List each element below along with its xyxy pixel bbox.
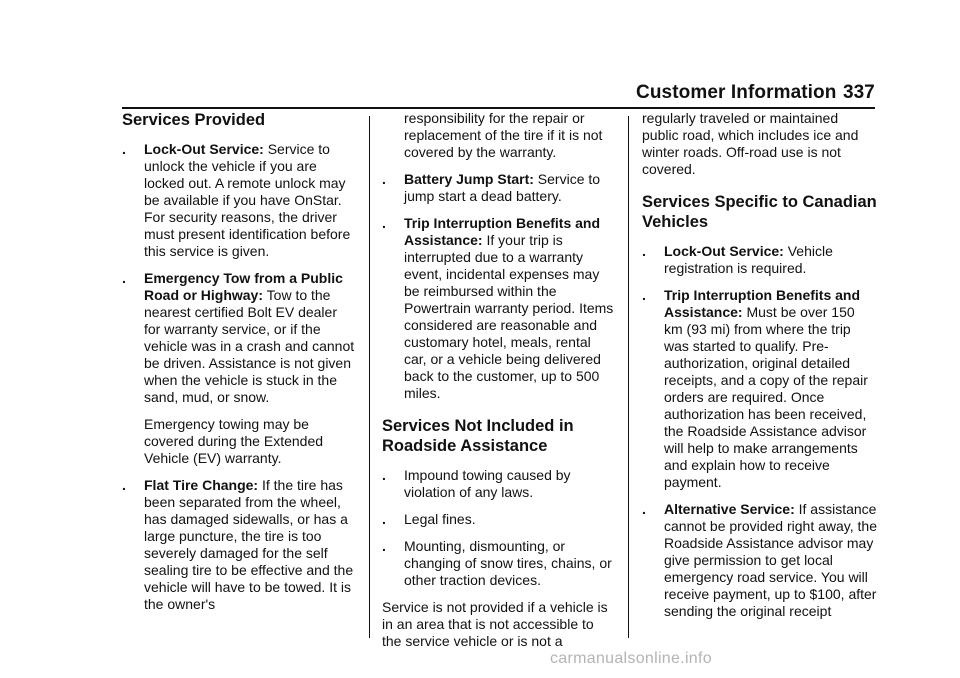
continued-text: regularly traveled or maintained public road, which includes ice and winter roads. Off-road use is not covered.: [642, 110, 859, 177]
item-term: Trip Interruption Benefits and Assistance:: [404, 215, 601, 248]
item-text: Legal fines.: [404, 511, 476, 527]
list-item-lockout-canada: [642, 243, 877, 277]
item-text: Vehicle registration is required.: [664, 243, 833, 276]
column-divider-1: [369, 116, 370, 638]
bullet: .: [122, 477, 126, 493]
section-heading-canadian: Services Specific to Canadian Vehicles: [642, 193, 877, 231]
item-term: Trip Interruption Benefits and Assistance:: [664, 287, 861, 320]
list-item-legal-fines: [382, 511, 617, 528]
header-rule: [122, 107, 875, 109]
watermark: carmanualsonline.info: [550, 650, 712, 667]
bullet: .: [642, 287, 646, 303]
item-text: Impound towing caused by violation of any laws.: [404, 467, 571, 500]
list-item-alternative-service: [642, 501, 877, 620]
service-paragraph: Service is not provided if a vehicle is in an area that is not accessible to the service vehicle or is not a: [382, 599, 608, 649]
item-term: Battery Jump Start:: [404, 171, 534, 187]
bullet: .: [122, 270, 126, 286]
column-1: [122, 110, 357, 623]
bullet: .: [382, 215, 386, 231]
bullet: .: [122, 141, 126, 157]
list-item-flat-tire: [122, 477, 357, 613]
item-text: Service to unlock the vehicle if you are locked out. A remote unlock may be available if you have OnStar. For security reasons, the driver must present identification before this service is given.: [144, 141, 351, 259]
bullet: .: [382, 467, 386, 483]
item-text: If the tire has been separated from the wheel, has damaged sidewalls, or has a large puncture, the tire is too severely damaged for the self sealing tire to be effective and the vehicle will have to be towed. It is the owner's: [144, 477, 354, 612]
bullet: .: [642, 501, 646, 517]
item-term: Alternative Service:: [664, 501, 795, 517]
list-item-trip-interruption-canada: [642, 287, 877, 491]
continued-text: responsibility for the repair or replacement of the tire if it is not covered by the warranty.: [404, 110, 603, 160]
item-term: Lock-Out Service:: [664, 243, 784, 259]
item-text: Mounting, dismounting, or changing of snow tires, chains, or other traction devices.: [404, 538, 612, 588]
list-item-snow-tires: [382, 538, 617, 589]
item-text: If assistance cannot be provided right away, the Roadside Assistance advisor may give permission to get local emergency road service. You will receive payment, up to $100, after sending the original receipt: [664, 501, 877, 619]
bullet: .: [382, 171, 386, 187]
list-item-emergency-tow: [122, 270, 357, 406]
list-item-lockout: [122, 141, 357, 260]
list-item-battery-jump: [382, 171, 617, 205]
item-text: Must be over 150 km (93 mi) from where the trip was started to qualify. Pre-authorization, original detailed receipts, and a copy of the repair orders are required. Once authorization has been received, the Roadside Assistance advisor will help to make arrangements and explain how to receive payment.: [664, 304, 868, 490]
item-term: Emergency Tow from a Public Road or Highway:: [144, 270, 343, 303]
item-text: Service to jump start a dead battery.: [404, 171, 601, 204]
bullet: .: [382, 538, 386, 554]
item-text: If your trip is interrupted due to a warranty event, incidental expenses may be reimbursed within the Powertrain warranty period. Items considered are reasonable and customary hotel, meals, rental car, or a vehicle being delivered back to the customer, up to 500 miles.: [404, 232, 614, 401]
item-text: Tow to the nearest certified Bolt EV dealer for warranty service, or if the vehicle was in a crash and cannot be driven. Assistance is not given when the vehicle is stuck in the sand, mud, or snow.: [144, 287, 355, 405]
bullet: .: [642, 243, 646, 259]
item-term: Lock-Out Service:: [144, 141, 264, 157]
bullet: .: [382, 511, 386, 527]
column-3: [642, 110, 877, 630]
tow-note: Emergency towing may be covered during the Extended Vehicle (EV) warranty.: [144, 416, 324, 466]
item-term: Flat Tire Change:: [144, 477, 259, 493]
section-heading-services-provided: Services Provided: [122, 111, 266, 129]
header-title: Customer Information: [636, 82, 837, 103]
column-divider-2: [628, 116, 629, 638]
list-item-impound: [382, 467, 617, 501]
page-number: 337: [843, 82, 875, 103]
list-item-trip-interruption: [382, 215, 617, 402]
column-2: [382, 110, 617, 660]
section-heading-not-included: Services Not Included in Roadside Assistance: [382, 417, 574, 455]
